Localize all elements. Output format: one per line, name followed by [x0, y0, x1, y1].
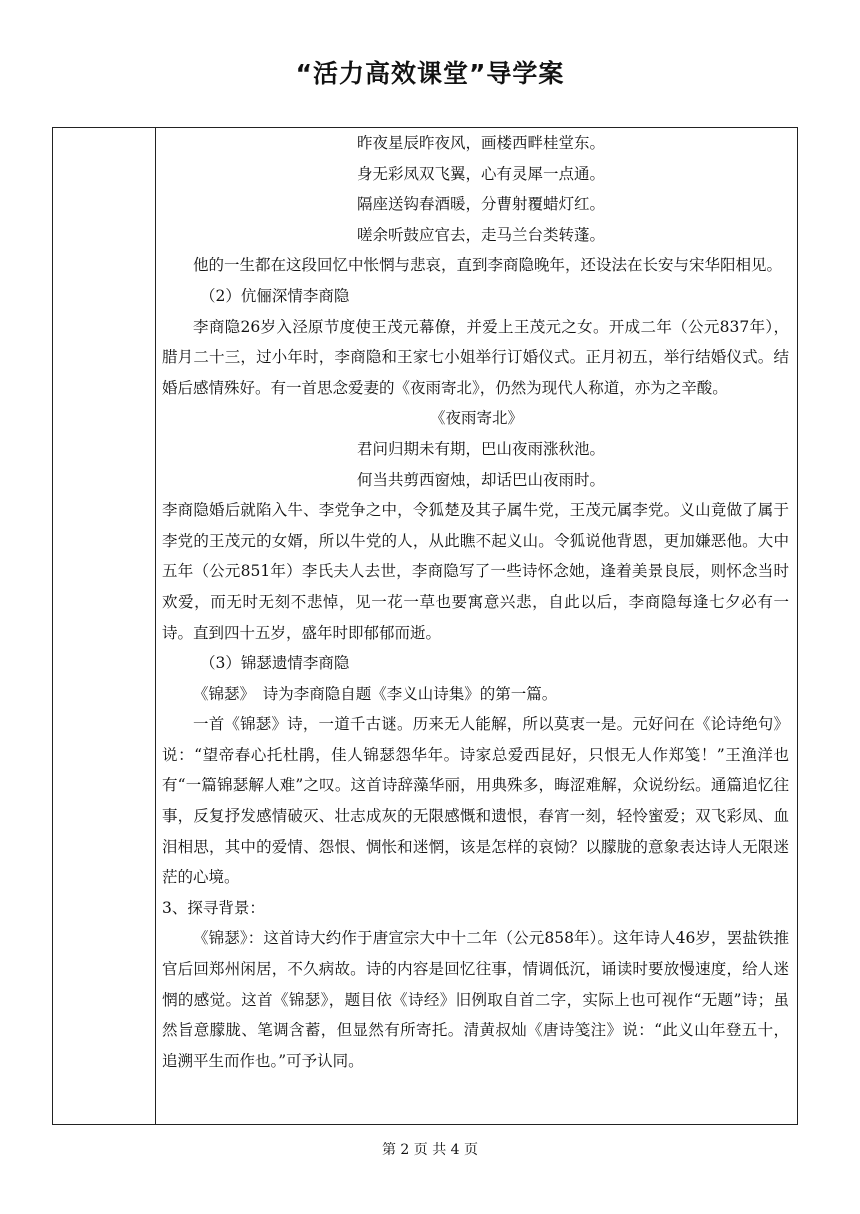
paragraph: 他的一生都在这段回忆中怅惘与悲哀，直到李商隐晚年，还设法在长安与宋华阳相见。: [193, 256, 783, 275]
section-heading: （2）伉俪深情李商隐: [200, 286, 350, 305]
column-divider: [155, 128, 156, 1124]
poem-title: 《夜雨寄北》: [430, 409, 524, 428]
page-footer: 第 2 页 共 4 页: [381, 1142, 479, 1158]
section-heading: 3、探寻背景：: [162, 898, 265, 917]
content-cell: [162, 128, 789, 1076]
paragraph: 李商隐婚后就陷入牛、李党争之中，令狐楚及其子属牛党，王茂元属李党。义山竟做了属于李党的王茂元的女婿，所以牛党的人，从此瞧不起义山。令狐说他背恩，更加嫌恶他。大中五年（公元851年）李氏夫人去世，李商隐写了一些诗怀念她，逢着美景良辰，则怀念当时欢爱，而无时无刻不悲悼，见一花一草也要寓意兴悲，自此以后，李商隐每逢七夕必有一诗。直到四十五岁，盛年时即郁郁而逝。: [162, 501, 789, 642]
poem-line: 君问归期未有期，巴山夜雨涨秋池。: [357, 439, 606, 458]
poem-line: 身无彩凤双飞翼，心有灵犀一点通。: [357, 164, 606, 183]
content-table: [52, 127, 798, 1125]
page-title: “活力高效课堂”导学案: [295, 59, 565, 88]
paragraph: 《锦瑟》：这首诗大约作于唐宣宗大中十二年（公元858年）。这年诗人46岁，罢盐铁推官后回郑州闲居，不久病故。诗的内容是回忆往事，情调低沉，诵读时要放慢速度，给人迷惘的感觉。这首《锦瑟》，题目依《诗经》旧例取自首二字，实际上也可视作“无题”诗；虽然旨意朦胧、笔调含蓄，但显然有所寄托。清黄叔灿《唐诗笺注》说：“此义山年登五十，追溯平生而作也。”可予认同。: [162, 929, 789, 1070]
paragraph: 《锦瑟》 诗为李商隐自题《李义山诗集》的第一篇。: [193, 684, 558, 703]
paragraph: 李商隐26岁入泾原节度使王茂元幕僚，并爱上王茂元之女。开成二年（公元837年），腊月二十三，过小年时，李商隐和王家七小姐举行订婚仪式。正月初五，举行结婚仪式。结婚后感情殊好。有一首思念爱妻的《夜雨寄北》，仍然为现代人称道，亦为之辛酸。: [162, 317, 789, 397]
poem-line: 嗟余听鼓应官去，走马兰台类转蓬。: [357, 225, 606, 244]
poem-line: 昨夜星辰昨夜风，画楼西畔桂堂东。: [357, 134, 606, 152]
paragraph: 一首《锦瑟》诗，一道千古谜。历来无人能解，所以莫衷一是。元好问在《论诗绝句》说：“望帝春心托杜鹃，佳人锦瑟怨华年。诗家总爱西昆好，只恨无人作郑笺！”王渔洋也有“一篇锦瑟解人难”之叹。这首诗辞藻华丽，用典殊多，晦涩难解，众说纷纭。通篇追忆往事，反复抒发感情破灭、壮志成灰的无限感慨和遗恨，春宵一刻，轻怜蜜爱；双飞彩凤、血泪相思，其中的爱情、怨恨、惆怅和迷惘，该是怎样的哀恸？以朦胧的意象表达诗人无限迷茫的心境。: [162, 715, 789, 887]
poem-line: 何当共剪西窗烛，却话巴山夜雨时。: [357, 470, 606, 489]
poem-line: 隔座送钩春酒暖，分曹射覆蜡灯红。: [357, 195, 606, 214]
section-heading: （3）锦瑟遗情李商隐: [200, 654, 350, 673]
